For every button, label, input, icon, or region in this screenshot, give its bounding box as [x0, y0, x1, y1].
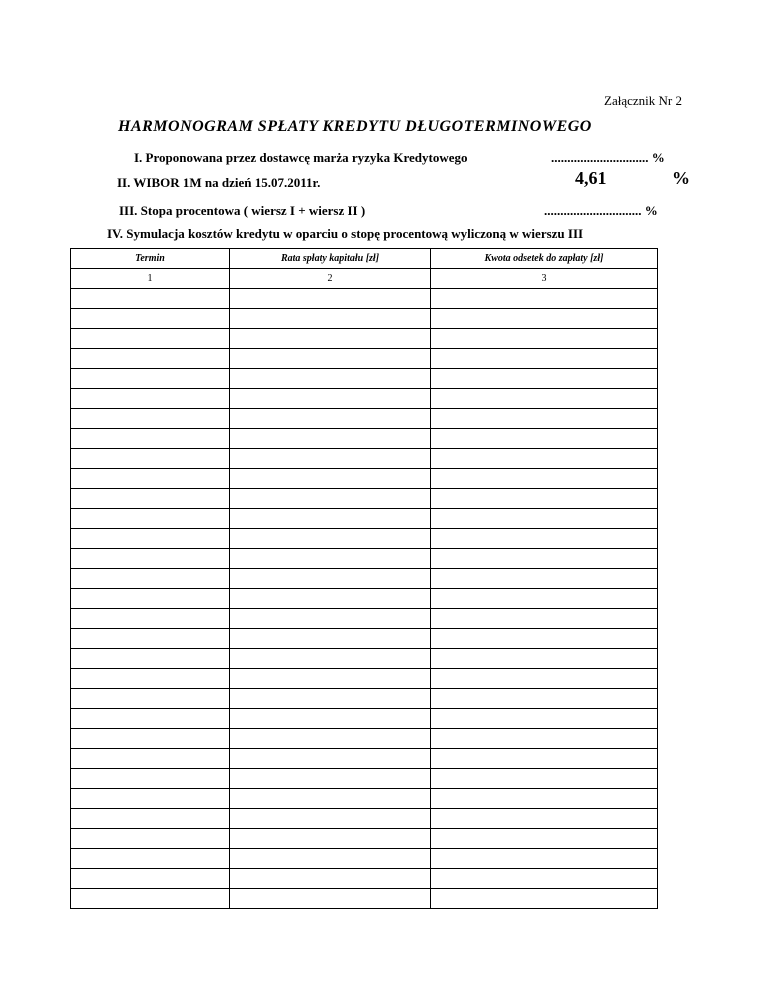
table-cell[interactable] [431, 389, 658, 409]
table-cell[interactable] [431, 369, 658, 389]
table-cell[interactable] [230, 329, 431, 349]
table-cell[interactable] [230, 629, 431, 649]
table-cell[interactable] [431, 349, 658, 369]
table-cell[interactable] [230, 869, 431, 889]
table-row [71, 609, 658, 629]
table-row [71, 349, 658, 369]
table-cell[interactable] [71, 569, 230, 589]
wibor-unit: % [672, 168, 690, 188]
table-cell[interactable] [230, 749, 431, 769]
annex-label: Załącznik Nr 2 [604, 93, 682, 108]
table-cell[interactable] [71, 729, 230, 749]
table-cell[interactable] [71, 309, 230, 329]
table-row [71, 889, 658, 909]
table-cell[interactable] [71, 469, 230, 489]
table-row [71, 549, 658, 569]
table-cell[interactable] [431, 829, 658, 849]
table-row [71, 509, 658, 529]
table-row [71, 729, 658, 749]
table-row [71, 689, 658, 709]
rate-label: III. Stopa procentowa ( wiersz I + wiersz II ) [119, 203, 366, 218]
table-cell[interactable] [230, 689, 431, 709]
rate-value: .............................. % [544, 203, 658, 218]
table-row [71, 589, 658, 609]
table-cell[interactable] [71, 549, 230, 569]
table-cell[interactable] [431, 429, 658, 449]
document-title: HARMONOGRAM SPŁATY KREDYTU DŁUGOTERMINOWEGO [118, 118, 592, 135]
table-cell[interactable] [230, 409, 431, 429]
table-cell[interactable] [71, 669, 230, 689]
table-row [71, 569, 658, 589]
table-cell[interactable] [230, 889, 431, 909]
table-row [71, 429, 658, 449]
table-row [71, 469, 658, 489]
table-cell[interactable] [71, 809, 230, 829]
table-cell[interactable] [230, 509, 431, 529]
table-cell[interactable] [431, 489, 658, 509]
table-row [71, 529, 658, 549]
table-cell[interactable] [431, 729, 658, 749]
table-row [71, 669, 658, 689]
table-header-row [71, 249, 658, 269]
table-cell[interactable] [431, 869, 658, 889]
table-cell[interactable] [71, 789, 230, 809]
table-row [71, 849, 658, 869]
table-number-row [71, 269, 658, 289]
table-row [71, 649, 658, 669]
table-row [71, 709, 658, 729]
table-row [71, 769, 658, 789]
table-row [71, 629, 658, 649]
simulation-label: IV. Symulacja kosztów kredytu w oparciu o stopę procentową wyliczoną w wierszu III [107, 226, 584, 241]
table-cell[interactable] [230, 669, 431, 689]
table-row [71, 869, 658, 889]
table-row [71, 809, 658, 829]
table-cell[interactable] [431, 529, 658, 549]
table-cell[interactable] [230, 529, 431, 549]
table-cell[interactable] [230, 449, 431, 469]
table-row [71, 369, 658, 389]
table-cell[interactable] [230, 769, 431, 789]
table-cell[interactable] [431, 709, 658, 729]
table-cell[interactable] [230, 649, 431, 669]
table-cell[interactable] [431, 569, 658, 589]
table-row [71, 449, 658, 469]
margin-label: I. Proponowana przez dostawcę marża ryzyka Kredytowego [134, 150, 468, 165]
table-cell[interactable] [71, 709, 230, 729]
table-cell[interactable] [431, 629, 658, 649]
wibor-value: 4,61 [575, 168, 607, 188]
table-cell[interactable] [431, 749, 658, 769]
table-cell[interactable] [71, 649, 230, 669]
table-cell[interactable] [431, 809, 658, 829]
table-cell[interactable] [431, 589, 658, 609]
schedule-table [70, 248, 658, 909]
table-cell[interactable] [230, 469, 431, 489]
table-row [71, 409, 658, 429]
table-cell[interactable] [431, 609, 658, 629]
table-cell[interactable] [71, 849, 230, 869]
table-row [71, 389, 658, 409]
table-cell[interactable] [230, 309, 431, 329]
table-cell[interactable] [431, 469, 658, 489]
table-cell[interactable] [431, 649, 658, 669]
table-cell[interactable] [71, 409, 230, 429]
table-cell[interactable] [431, 449, 658, 469]
table-cell[interactable] [230, 429, 431, 449]
column-number-2: 2 [230, 269, 431, 289]
table-cell[interactable] [230, 789, 431, 809]
column-number-3: 3 [431, 269, 658, 289]
table-cell[interactable] [230, 609, 431, 629]
table-cell[interactable] [71, 489, 230, 509]
table-row [71, 489, 658, 509]
table-cell[interactable] [71, 769, 230, 789]
table-cell[interactable] [71, 689, 230, 709]
table-cell[interactable] [230, 289, 431, 309]
table-cell[interactable] [71, 289, 230, 309]
table-row [71, 289, 658, 309]
table-cell[interactable] [230, 549, 431, 569]
table-cell[interactable] [71, 609, 230, 629]
header-interest: Kwota odsetek do zapłaty [zł] [431, 249, 658, 269]
table-cell[interactable] [431, 509, 658, 529]
table-cell[interactable] [431, 689, 658, 709]
table-cell[interactable] [230, 729, 431, 749]
table-cell[interactable] [71, 589, 230, 609]
table-cell[interactable] [431, 549, 658, 569]
table-cell[interactable] [230, 829, 431, 849]
table-row [71, 749, 658, 769]
table-cell[interactable] [71, 369, 230, 389]
table-cell[interactable] [230, 809, 431, 829]
table-cell[interactable] [230, 569, 431, 589]
table-cell[interactable] [71, 349, 230, 369]
margin-value: .............................. % [551, 150, 665, 165]
table-cell[interactable] [431, 329, 658, 349]
table-cell[interactable] [71, 629, 230, 649]
table-cell[interactable] [230, 709, 431, 729]
wibor-label: II. WIBOR 1M na dzień 15.07.2011r. [117, 175, 321, 190]
table-cell[interactable] [230, 349, 431, 369]
table-cell[interactable] [431, 849, 658, 869]
table-row [71, 329, 658, 349]
header-termin: Termin [71, 249, 230, 269]
table-row [71, 789, 658, 809]
table-cell[interactable] [230, 489, 431, 509]
table-cell[interactable] [431, 769, 658, 789]
table-cell[interactable] [71, 329, 230, 349]
table-cell[interactable] [230, 589, 431, 609]
table-cell[interactable] [431, 309, 658, 329]
table-cell[interactable] [71, 829, 230, 849]
table-cell[interactable] [230, 369, 431, 389]
table-cell[interactable] [230, 389, 431, 409]
table-cell[interactable] [71, 749, 230, 769]
table-cell[interactable] [431, 789, 658, 809]
table-cell[interactable] [230, 849, 431, 869]
table-cell[interactable] [71, 389, 230, 409]
table-cell[interactable] [71, 509, 230, 529]
table-cell[interactable] [431, 889, 658, 909]
schedule-table-wrap [70, 248, 658, 909]
table-cell[interactable] [71, 889, 230, 909]
header-capital: Rata spłaty kapitału [zł] [230, 249, 431, 269]
table-cell[interactable] [71, 429, 230, 449]
column-number-1: 1 [71, 269, 230, 289]
table-cell[interactable] [431, 669, 658, 689]
table-cell[interactable] [431, 289, 658, 309]
table-cell[interactable] [71, 869, 230, 889]
table-row [71, 829, 658, 849]
table-cell[interactable] [71, 529, 230, 549]
table-row [71, 309, 658, 329]
table-cell[interactable] [431, 409, 658, 429]
table-cell[interactable] [71, 449, 230, 469]
